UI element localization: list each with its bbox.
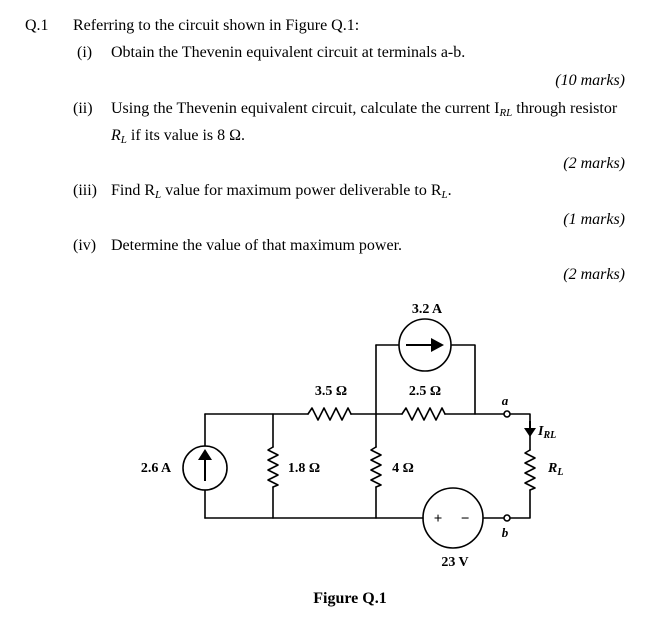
part-iv-text: Determine the value of that maximum power.	[111, 237, 403, 254]
label-load-current-main: I	[538, 424, 544, 439]
terminal-b	[504, 515, 510, 521]
part-iv-label: (iv)	[73, 237, 97, 254]
question-intro: Referring to the circuit shown in Figure Q.1:	[73, 17, 360, 34]
label-load-current-sub: RL	[543, 430, 557, 441]
label-terminal-b: b	[501, 525, 509, 540]
label-source-top: 3.2 A	[411, 302, 443, 317]
figure-caption: Figure Q.1	[313, 590, 387, 607]
top-source-loop	[376, 345, 475, 414]
label-load-resistor	[547, 461, 563, 478]
part-ii-var: R	[111, 127, 121, 144]
label-load-resistor-main: R	[548, 461, 558, 476]
part-i-text: Obtain the Thevenin equivalent circuit at terminals a-b.	[111, 44, 466, 61]
resistor-2-5-ohm	[402, 408, 445, 420]
load-wire-bottom	[510, 490, 530, 518]
part-ii-line1-end: through resistor	[512, 100, 618, 117]
label-r-3-5: 3.5 Ω	[314, 384, 348, 399]
part-iv-marks: (2 marks)	[563, 266, 625, 283]
part-i-label: (i)	[77, 44, 93, 61]
label-source-left: 2.6 A	[140, 461, 172, 476]
resistor-3-5-ohm	[308, 408, 351, 420]
part-ii-label: (ii)	[73, 100, 93, 117]
arrow-right-icon-head	[431, 338, 444, 352]
resistor-load	[525, 450, 535, 490]
part-iii-text: Find R	[111, 182, 156, 199]
part-iii-sub1: L	[155, 189, 162, 201]
part-iii-tail: .	[447, 182, 452, 199]
label-vs-minus: −	[460, 511, 470, 527]
voltage-source	[423, 488, 483, 548]
label-vs: 23 V	[441, 555, 469, 570]
part-ii-line1-sub: RL	[499, 107, 513, 119]
terminal-a	[504, 411, 510, 417]
label-r-2-5: 2.5 Ω	[408, 384, 442, 399]
resistor-4-ohm	[371, 447, 381, 487]
part-iii-sub2: L	[441, 189, 448, 201]
arrow-down-icon-head	[524, 428, 536, 437]
label-load-current	[537, 424, 556, 441]
question-number: Q.1	[25, 17, 49, 34]
label-vs-plus: +	[433, 511, 443, 527]
label-terminal-a: a	[501, 393, 509, 408]
part-ii-line1-text: Using the Thevenin equivalent circuit, calculate the current I	[111, 100, 500, 117]
part-iii-end: value for maximum power deliverable to R	[161, 182, 442, 199]
part-iii-marks: (1 marks)	[563, 211, 625, 228]
label-r-1-8: 1.8 Ω	[287, 461, 321, 476]
resistor-1-8-ohm	[268, 447, 278, 487]
part-ii-marks: (2 marks)	[563, 155, 625, 172]
part-iii-label: (iii)	[73, 182, 97, 199]
arrow-up-icon-head	[198, 449, 212, 460]
part-ii-line2-end: if its value is 8 Ω.	[126, 127, 246, 144]
label-load-resistor-sub: L	[557, 467, 564, 478]
label-r-4: 4 Ω	[392, 461, 414, 476]
part-i-marks: (10 marks)	[555, 72, 625, 89]
part-ii-var-sub: L	[120, 134, 127, 146]
